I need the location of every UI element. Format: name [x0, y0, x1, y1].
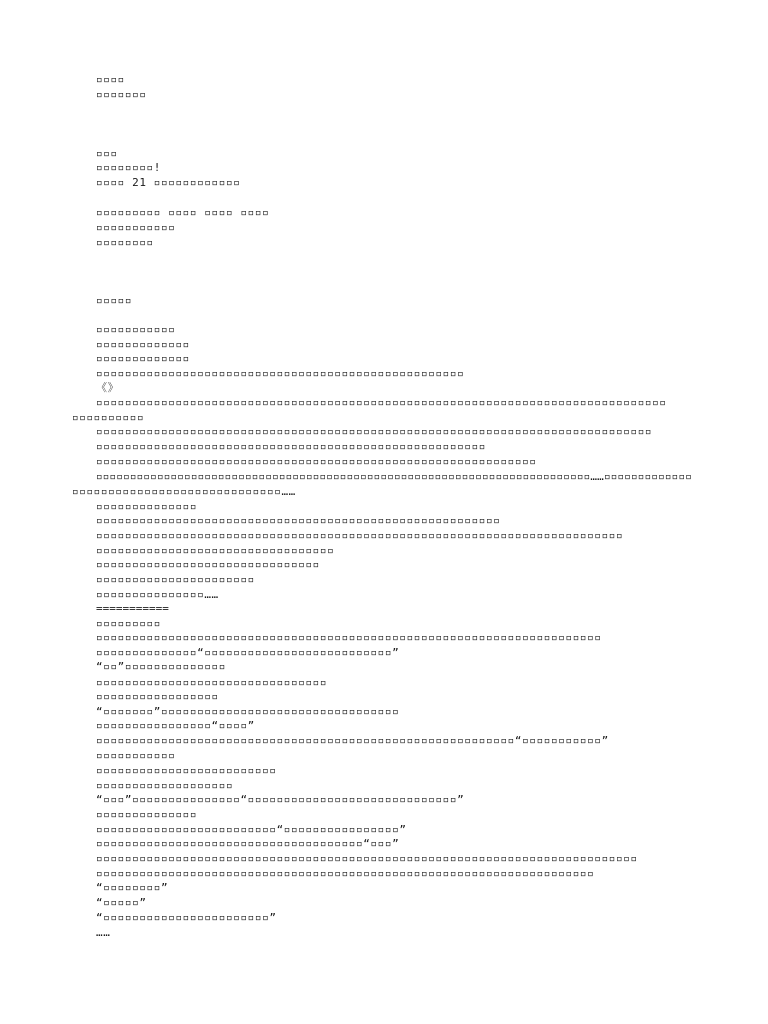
body-line: ▫▫▫▫▫▫▫▫▫▫▫▫▫▫▫▫▫▫▫▫▫▫▫▫▫▫▫▫▫▫▫▫▫▫▫▫▫▫▫▫▫▫▫▫▫▫▫▫▫▫▫▫▫▫▫▫	[96, 514, 501, 527]
body-line: ▫▫▫▫▫▫▫▫▫▫▫▫▫▫▫▫▫▫▫▫▫▫▫▫▫▫▫▫▫▫▫▫▫▫▫▫▫▫▫▫▫▫▫▫▫▫▫▫▫▫▫	[96, 367, 465, 380]
header-line-2: ▫▫▫▫▫▫▫	[96, 88, 147, 101]
body-line: ▫▫▫▫▫▫▫▫▫▫▫▫▫▫▫▫▫▫▫	[96, 779, 234, 792]
body-line: ▫▫▫▫▫▫▫▫▫▫▫	[96, 749, 176, 762]
body-line: ▫▫▫▫▫▫▫▫▫▫▫▫▫▫▫▫▫▫▫▫▫▫	[96, 573, 255, 586]
body-line: ▫▫▫▫▫▫▫▫▫▫▫▫▫▫▫▫▫▫▫▫▫▫▫▫▫▫▫▫▫▫▫▫▫▫▫▫▫▫▫▫▫▫▫▫▫▫▫▫▫▫▫▫▫▫▫▫▫▫▫▫▫▫▫▫▫▫▫▫▫▫▫▫▫……▫▫▫▫▫▫▫▫▫▫▫▫▫	[96, 470, 692, 483]
body-line: ▫▫▫▫▫▫▫▫▫▫▫▫▫▫▫▫▫▫▫▫▫▫▫▫▫▫▫▫▫▫▫▫	[96, 676, 328, 689]
body-line: ▫▫▫▫▫▫▫▫▫▫▫▫▫▫▫▫▫▫▫▫▫▫▫▫▫▫▫▫▫▫▫▫▫▫▫▫▫▫▫▫▫▫▫▫▫▫▫▫▫▫▫▫▫▫	[96, 440, 487, 453]
intro-line-6: ▫▫▫▫▫▫▫▫	[96, 236, 154, 249]
body-line: “▫▫▫▫▫”	[96, 896, 147, 909]
body-line: ▫▫▫▫▫▫▫▫▫▫▫▫▫	[96, 338, 190, 351]
body-line: ▫▫▫▫▫▫▫▫▫▫▫▫▫▫	[96, 808, 198, 821]
intro-line-2: ▫▫▫▫▫▫▫▫!	[96, 161, 162, 174]
body-line: ▫▫▫▫▫▫▫▫▫▫▫▫▫	[96, 352, 190, 365]
body-line: ▫▫▫▫▫▫▫▫▫▫▫▫▫▫▫▫▫▫▫▫▫▫▫▫▫▫▫▫▫……	[72, 485, 296, 498]
body-line: ▫▫▫▫▫▫▫▫▫▫▫▫▫▫▫▫▫▫▫▫▫▫▫▫▫▫▫▫▫▫▫▫▫	[96, 544, 335, 557]
body-line: “▫▫▫▫▫▫▫▫▫▫▫▫▫▫▫▫▫▫▫▫▫▫▫”	[96, 911, 277, 924]
body-line: “▫▫▫▫▫▫▫▫”	[96, 881, 169, 894]
body-line: ▫▫▫▫▫▫▫▫▫▫▫▫▫▫▫▫▫▫▫▫▫▫▫▫▫▫▫▫▫▫▫▫▫▫▫▫▫▫▫▫▫▫▫▫▫▫▫▫▫▫▫▫▫▫▫▫▫▫▫▫▫▫▫▫▫▫▫▫▫▫▫▫▫▫▫▫▫▫▫	[96, 396, 667, 409]
body-line: ▫▫▫▫▫▫▫▫▫▫▫▫▫▫▫▫▫▫▫▫▫▫▫▫▫▫▫▫▫▫▫	[96, 558, 320, 571]
body-line: ▫▫▫▫▫▫▫▫▫▫▫▫▫▫▫▫▫▫▫▫▫▫▫▫▫▫▫▫▫▫▫▫▫▫▫▫▫▫▫▫▫▫▫▫▫▫▫▫▫▫▫▫▫▫▫▫▫▫▫▫▫▫▫▫▫▫▫▫▫▫▫▫▫▫▫▫▫	[96, 425, 653, 438]
body-line: ▫▫▫▫▫▫▫▫▫▫▫▫▫▫▫▫▫▫▫▫▫▫▫▫▫	[96, 764, 277, 777]
body-line: “▫▫▫”▫▫▫▫▫▫▫▫▫▫▫▫▫▫▫“▫▫▫▫▫▫▫▫▫▫▫▫▫▫▫▫▫▫▫▫▫▫▫▫▫▫▫▫▫”	[96, 793, 465, 806]
header-line-1: ▫▫▫▫	[96, 73, 125, 86]
intro-line-3: ▫▫▫▫ 21 ▫▫▫▫▫▫▫▫▫▫▫▫	[96, 176, 241, 189]
body-line: ▫▫▫▫▫▫▫▫▫▫▫▫▫▫	[96, 500, 198, 513]
body-line: “▫▫▫▫▫▫▫”▫▫▫▫▫▫▫▫▫▫▫▫▫▫▫▫▫▫▫▫▫▫▫▫▫▫▫▫▫▫▫▫▫	[96, 705, 400, 718]
body-line: ▫▫▫▫▫▫▫▫▫▫	[72, 411, 145, 424]
body-line: ▫▫▫▫▫▫▫▫▫▫▫	[96, 323, 176, 336]
section-separator: ===========	[96, 602, 169, 615]
body-line: “▫▫”▫▫▫▫▫▫▫▫▫▫▫▫▫▫	[96, 660, 227, 673]
body-line: ▫▫▫▫▫▫▫▫▫▫▫▫▫▫“▫▫▫▫▫▫▫▫▫▫▫▫▫▫▫▫▫▫▫▫▫▫▫▫▫▫”	[96, 646, 400, 659]
body-line: ▫▫▫▫▫▫▫▫▫▫▫▫▫▫▫▫▫▫▫▫▫▫▫▫▫▫▫▫▫▫▫▫▫▫▫▫▫▫▫▫▫▫▫▫▫▫▫▫▫▫▫▫▫▫▫▫▫▫“▫▫▫▫▫▫▫▫▫▫▫”	[96, 734, 609, 747]
body-line: ……	[96, 926, 111, 939]
body-line: ▫▫▫▫▫▫▫▫▫▫▫▫▫▫▫▫▫▫▫▫▫▫▫▫▫▫▫▫▫▫▫▫▫▫▫▫▫▫▫▫▫▫▫▫▫▫▫▫▫▫▫▫▫▫▫▫▫▫▫▫▫	[96, 455, 537, 468]
section-title: ▫▫▫▫▫	[96, 294, 133, 307]
body-line: ▫▫▫▫▫▫▫▫▫▫▫▫▫▫▫▫▫▫▫▫▫▫▫▫▫▫▫▫▫▫▫▫▫▫▫▫▫▫▫▫▫▫▫▫▫▫▫▫▫▫▫▫▫▫▫▫▫▫▫▫▫▫▫▫▫▫▫▫▫	[96, 867, 595, 880]
body-line: ▫▫▫▫▫▫▫▫▫▫▫▫▫▫▫▫“▫▫▫▫”	[96, 719, 255, 732]
body-line: ▫▫▫▫▫▫▫▫▫▫▫▫▫▫▫……	[96, 588, 219, 601]
body-line: ▫▫▫▫▫▫▫▫▫▫▫▫▫▫▫▫▫▫▫▫▫▫▫▫▫▫▫▫▫▫▫▫▫▫▫▫▫▫▫▫▫▫▫▫▫▫▫▫▫▫▫▫▫▫▫▫▫▫▫▫▫▫▫▫▫▫▫▫▫▫	[96, 631, 602, 644]
body-line: ▫▫▫▫▫▫▫▫▫▫▫▫▫▫▫▫▫▫▫▫▫▫▫▫▫▫▫▫▫▫▫▫▫▫▫▫▫“▫▫▫”	[96, 837, 400, 850]
body-line: ▫▫▫▫▫▫▫▫▫▫▫▫▫▫▫▫▫▫▫▫▫▫▫▫▫▫▫▫▫▫▫▫▫▫▫▫▫▫▫▫▫▫▫▫▫▫▫▫▫▫▫▫▫▫▫▫▫▫▫▫▫▫▫▫▫▫▫▫▫▫▫▫▫	[96, 529, 624, 542]
intro-line-4: ▫▫▫▫▫▫▫▫▫ ▫▫▫▫ ▫▫▫▫ ▫▫▫▫	[96, 206, 270, 219]
body-line: ▫▫▫▫▫▫▫▫▫	[96, 617, 162, 630]
intro-line-1: ▫▫▫	[96, 147, 118, 160]
body-line: 《》	[96, 381, 120, 394]
body-line: ▫▫▫▫▫▫▫▫▫▫▫▫▫▫▫▫▫	[96, 690, 219, 703]
body-line: ▫▫▫▫▫▫▫▫▫▫▫▫▫▫▫▫▫▫▫▫▫▫▫▫▫“▫▫▫▫▫▫▫▫▫▫▫▫▫▫▫▫”	[96, 823, 407, 836]
intro-line-5: ▫▫▫▫▫▫▫▫▫▫▫	[96, 221, 176, 234]
body-line: ▫▫▫▫▫▫▫▫▫▫▫▫▫▫▫▫▫▫▫▫▫▫▫▫▫▫▫▫▫▫▫▫▫▫▫▫▫▫▫▫▫▫▫▫▫▫▫▫▫▫▫▫▫▫▫▫▫▫▫▫▫▫▫▫▫▫▫▫▫▫▫▫▫▫▫	[96, 852, 638, 865]
